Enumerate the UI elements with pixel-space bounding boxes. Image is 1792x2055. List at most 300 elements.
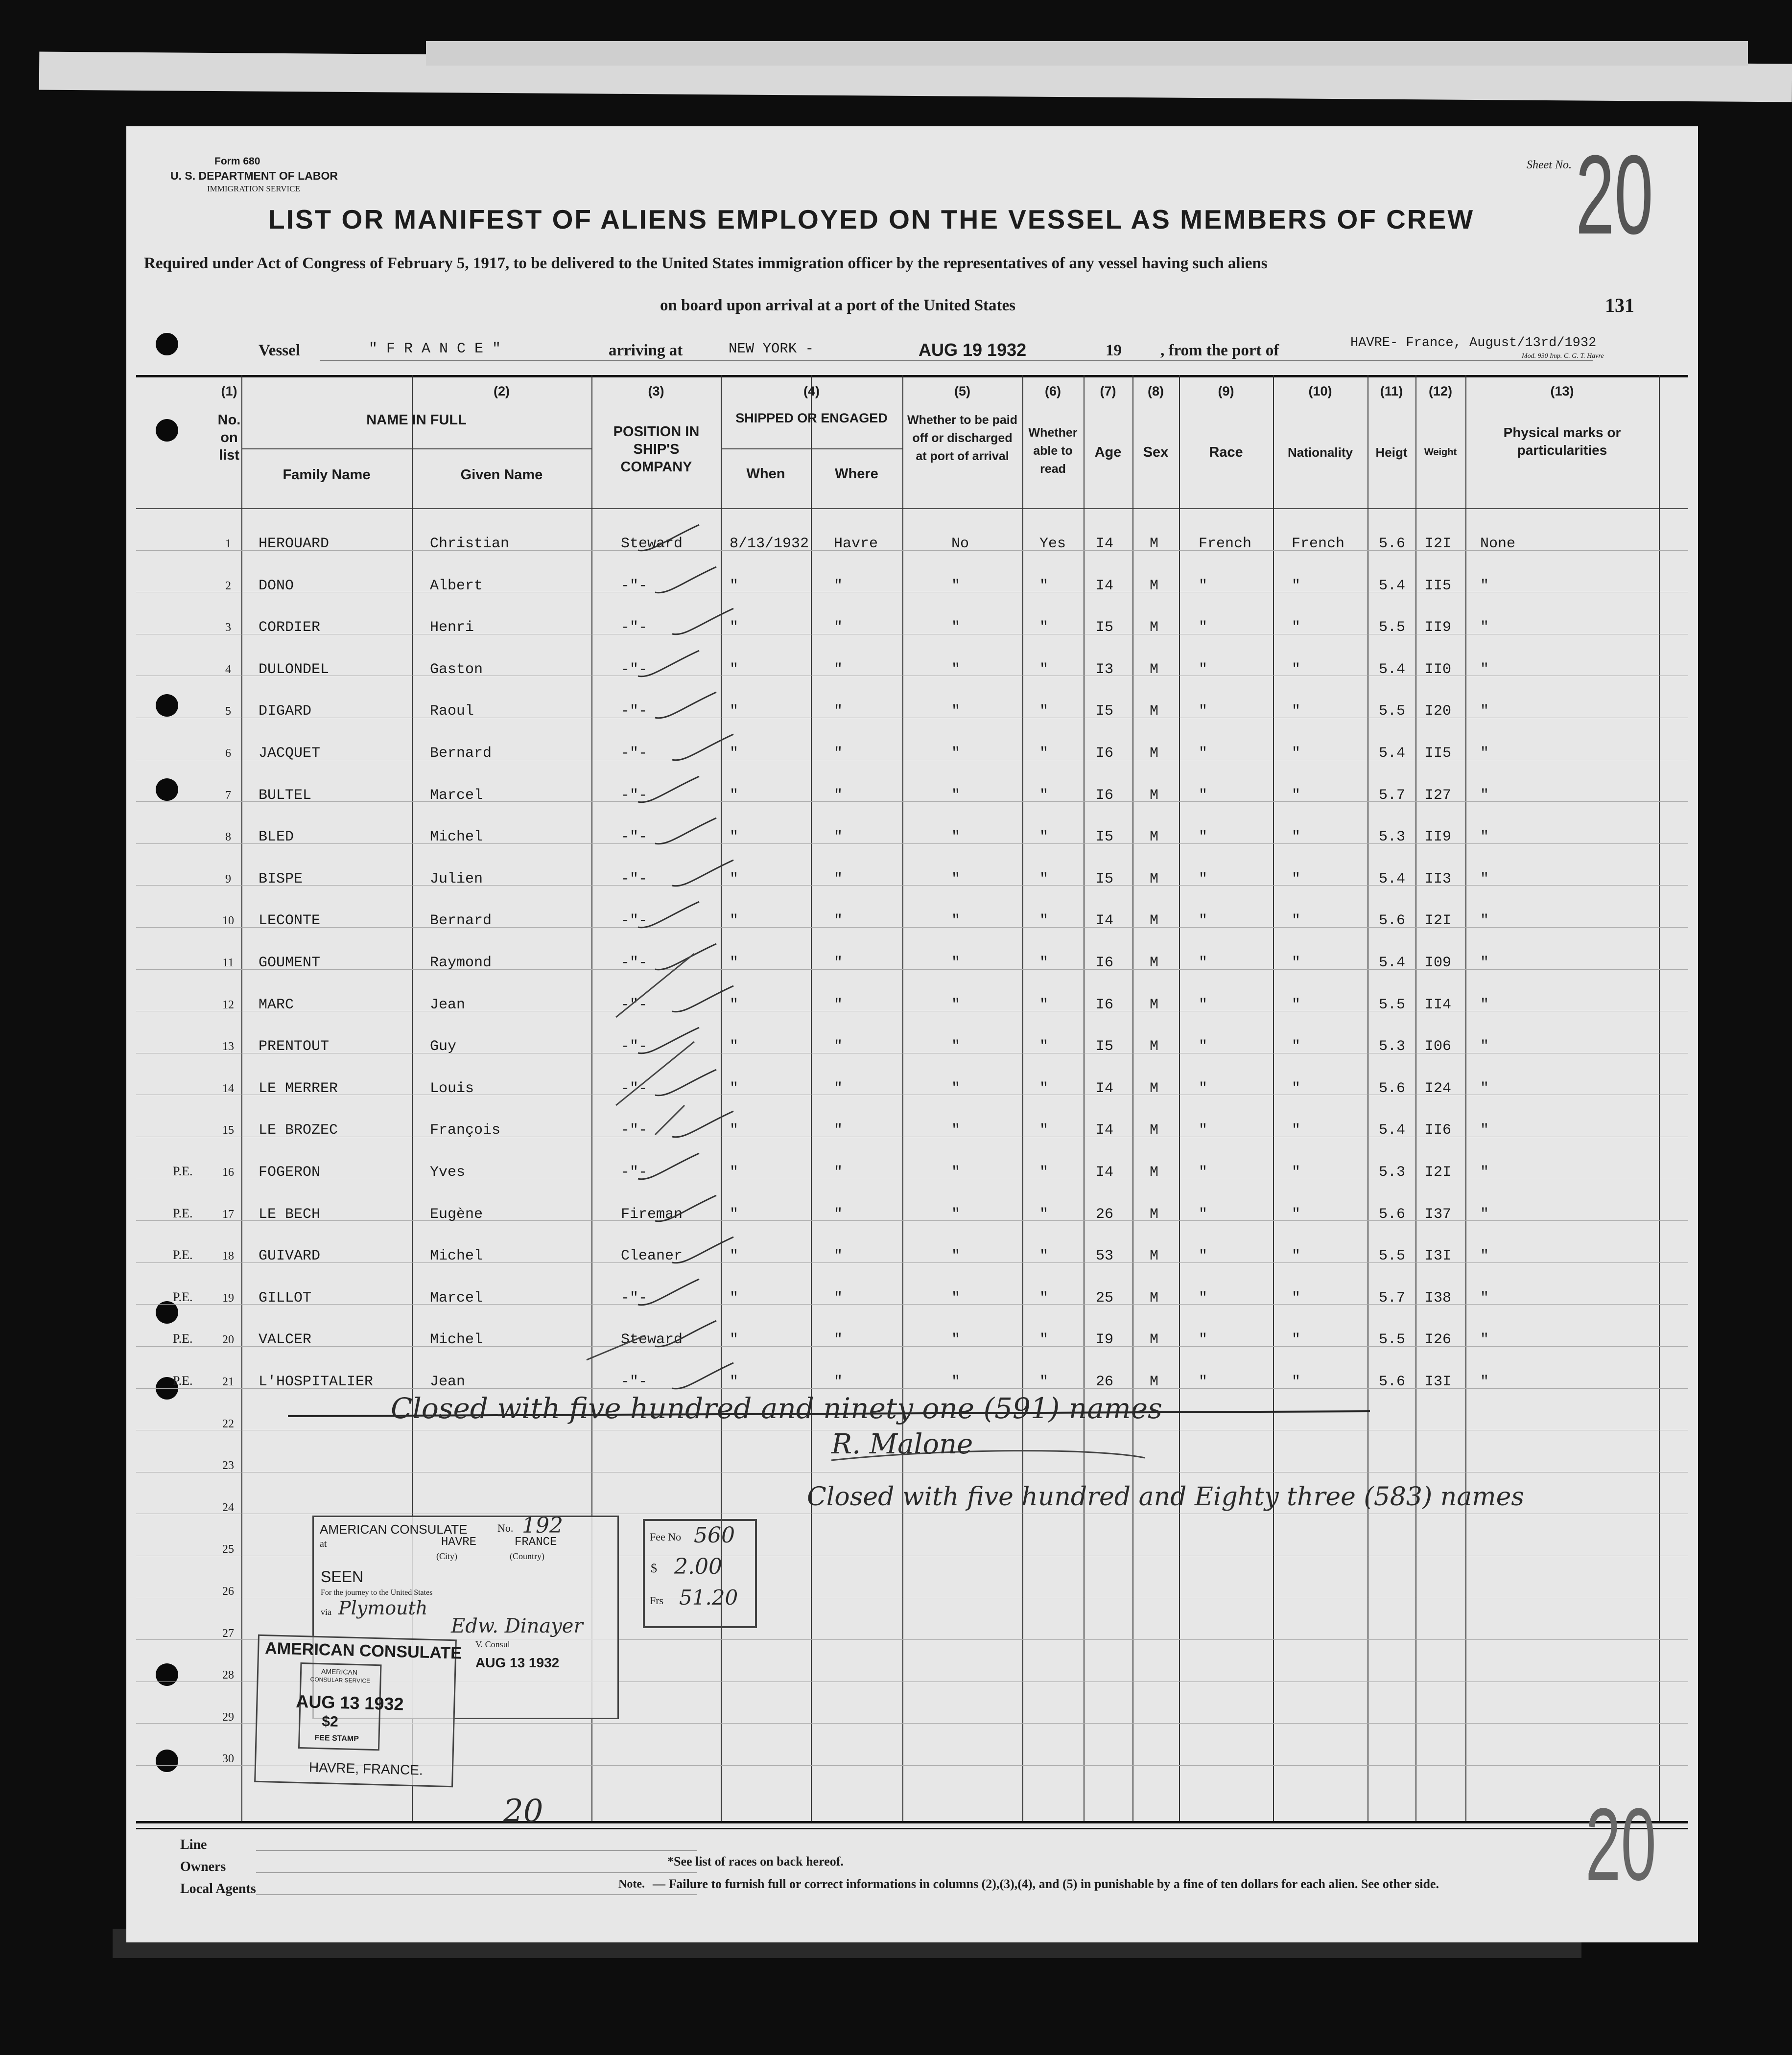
cell-position: Steward [621,536,683,552]
cell-family: PRENTOUT [259,1038,330,1055]
cell-paid: " [951,1122,961,1139]
cell-height: 5.6 [1379,1206,1406,1223]
cell-race: " [1199,1374,1208,1390]
cell-weight: I37 [1425,1206,1452,1223]
cell-given: Yves [430,1164,466,1181]
cell-given: Eugène [430,1206,483,1223]
row-number: 11 [222,957,234,969]
header-when: When [746,466,785,482]
row-number: 4 [225,663,231,676]
cell-age: I4 [1096,1122,1114,1139]
handwritten-closing-2: Closed with five hundred and Eighty three (583) names [807,1482,1525,1512]
cell-when: " [730,1289,739,1307]
cell-where: " [834,1206,843,1223]
cell-age: I4 [1096,577,1114,594]
header-nationality: Nationality [1288,445,1353,460]
cell-paid: " [951,829,961,846]
cell-family: BISPE [259,870,303,887]
cell-weight: II9 [1425,619,1452,636]
cell-marks: " [1480,787,1489,804]
cell-read: " [1039,996,1049,1013]
row-number: 9 [225,872,231,886]
cell-weight: II4 [1425,996,1452,1013]
cell-marks: " [1480,1248,1489,1265]
cell-family: BLED [259,829,294,846]
cell-height: 5.3 [1379,829,1406,846]
cell-where: " [834,1164,843,1181]
cell-marks: " [1480,1374,1489,1390]
subtitle-2: on board upon arrival at a port of the United States [660,297,1016,314]
row-number: 29 [222,1710,234,1724]
cell-height: 5.3 [1379,1164,1406,1181]
cell-family: DIGARD [259,703,312,720]
cell-sex: M [1150,829,1159,846]
cell-given: Louis [430,1080,474,1097]
cell-when: " [730,870,739,887]
cell-read: " [1039,745,1049,762]
cell-when: 8/13/1932 [730,536,809,552]
cell-position: -"- [621,912,648,930]
cell-marks: " [1480,1038,1489,1055]
cell-nat: " [1292,1164,1301,1181]
cell-race: " [1199,787,1208,804]
col-num-4: (4) [803,384,820,398]
cell-weight: I27 [1425,787,1452,804]
cell-height: 5.6 [1379,1374,1406,1390]
cell-read: " [1039,703,1049,720]
cell-race: " [1199,745,1208,762]
cell-marks: " [1480,1206,1489,1223]
cell-sex: M [1150,1248,1159,1265]
cell-height: 5.4 [1379,1122,1406,1139]
year-label: 19 [1106,342,1122,359]
cell-given: Julien [430,870,483,887]
handwritten-page-number: 20 [503,1793,543,1829]
cell-family: GOUMENT [259,955,321,971]
cell-when: " [730,1331,739,1349]
cell-position: -"- [621,1038,648,1055]
cell-where: " [834,787,843,804]
row-number: 27 [222,1627,234,1640]
vessel-name: " F R A N C E " [369,341,501,357]
cell-family: LE BECH [259,1206,321,1223]
cell-nat: " [1292,1374,1301,1390]
cell-nat: " [1292,1080,1301,1097]
footer-line: Line [180,1837,207,1852]
cell-marks: " [1480,703,1489,720]
cell-nat: " [1292,661,1301,678]
cell-position: -"- [621,1080,648,1097]
cell-family: MARC [259,996,294,1013]
row-number: 14 [222,1082,234,1095]
col-num-10: (10) [1308,384,1332,398]
cell-height: 5.6 [1379,536,1406,552]
cell-when: " [730,787,739,804]
cell-family: VALCER [259,1331,312,1349]
cell-height: 5.5 [1379,1248,1406,1265]
cell-when: " [730,619,739,636]
cell-nat: " [1292,829,1301,846]
cell-position: -"- [621,1289,648,1307]
cell-read: " [1039,1038,1049,1055]
cell-given: Gaston [430,661,483,678]
cell-age: I6 [1096,955,1114,971]
cell-sex: M [1150,996,1159,1013]
cell-marks: " [1480,1080,1489,1097]
cell-paid: " [951,787,961,804]
footer-note: — Failure to furnish full or correct informations in columns (2),(3),(4), and (5) in punishable by a fine of ten dollars for each alien. See other side. [653,1877,1439,1891]
cell-height: 5.5 [1379,996,1406,1013]
cell-age: I4 [1096,912,1114,930]
cell-sex: M [1150,1122,1159,1139]
cell-nat: " [1292,955,1301,971]
cell-given: François [430,1122,501,1139]
cell-pe: P.E. [173,1206,193,1220]
cell-weight: I26 [1425,1331,1452,1349]
cell-age: 53 [1096,1248,1114,1265]
row-number: 25 [222,1543,234,1556]
cell-weight: I3I [1425,1374,1452,1390]
cell-weight: I38 [1425,1289,1452,1307]
cell-where: Havre [834,536,878,552]
cell-given: Jean [430,996,466,1013]
cell-age: 25 [1096,1289,1114,1307]
handwritten-closing-1: Closed with five hundred and ninety one (591) names [391,1392,1162,1425]
cell-when: " [730,955,739,971]
header-where: Where [835,466,878,482]
cell-read: " [1039,955,1049,971]
cell-height: 5.5 [1379,1331,1406,1349]
cell-weight: I2I [1425,1164,1452,1181]
cell-where: " [834,1122,843,1139]
cell-marks: " [1480,870,1489,887]
cell-race: " [1199,1164,1208,1181]
col-num-5: (5) [954,384,970,398]
cell-given: Marcel [430,1289,483,1307]
cell-height: 5.4 [1379,577,1406,594]
cell-where: " [834,703,843,720]
row-number: 6 [225,747,231,760]
cell-read: " [1039,1331,1049,1349]
cell-when: " [730,703,739,720]
cell-family: CORDIER [259,619,321,636]
cell-sex: M [1150,1164,1159,1181]
cell-race: " [1199,703,1208,720]
subtitle-1: Required under Act of Congress of February 5, 1917, to be delivered to the United States immigration officer by the representatives of any vessel having such aliens [144,255,1268,272]
cell-paid: No [951,536,969,552]
cell-when: " [730,1038,739,1055]
cell-nat: " [1292,870,1301,887]
cell-family: FOGERON [259,1164,321,1181]
cell-position: -"- [621,1164,648,1181]
cell-where: " [834,577,843,594]
cell-age: I6 [1096,996,1114,1013]
cell-age: I4 [1096,1164,1114,1181]
cell-nat: " [1292,1248,1301,1265]
col-num-13: (13) [1550,384,1574,398]
cell-marks: " [1480,955,1489,971]
cell-when: " [730,1206,739,1223]
row-number: 7 [225,789,231,802]
cell-family: LE BROZEC [259,1122,338,1139]
row-number: 20 [222,1333,234,1347]
cell-paid: " [951,912,961,930]
col-num-11: (11) [1380,384,1403,398]
cell-where: " [834,996,843,1013]
cell-weight: I09 [1425,955,1452,971]
cell-weight: I2I [1425,912,1452,930]
cell-race: " [1199,912,1208,930]
cell-pe: P.E. [173,1289,193,1304]
header-age: Age [1094,444,1122,460]
cell-read: " [1039,577,1049,594]
header-sex: Sex [1143,444,1169,460]
cell-race: " [1199,1122,1208,1139]
row-number: 2 [225,579,231,592]
cell-weight: II5 [1425,577,1452,594]
col-num-8: (8) [1148,384,1164,398]
footer-owners: Owners [180,1859,226,1874]
cell-nat: " [1292,1038,1301,1055]
cell-nat: " [1292,912,1301,930]
header-paid-off: Whether to be paid off or discharged at port of arrival [907,413,1017,463]
page-ref: 131 [1605,294,1634,316]
printer-note: Mod. 930 Imp. C. G. T. Havre [1522,352,1604,360]
cell-given: Christian [430,536,510,552]
cell-position: -"- [621,1122,648,1139]
cell-marks: " [1480,912,1489,930]
cell-position: -"- [621,661,648,678]
cell-when: " [730,1080,739,1097]
arrival-date-stamp: AUG 19 1932 [919,340,1027,360]
cell-paid: " [951,870,961,887]
cell-pe: P.E. [173,1248,193,1262]
cell-race: French [1199,536,1252,552]
cell-given: Michel [430,1248,483,1265]
cell-marks: " [1480,996,1489,1013]
cell-pe: P.E. [173,1331,193,1346]
cell-given: Jean [430,1374,466,1390]
cell-where: " [834,1248,843,1265]
cell-weight: II5 [1425,745,1452,762]
row-number: 1 [225,537,231,550]
cell-weight: II9 [1425,829,1452,846]
fee-stamp-inner: AMERICAN CONSULAR SERVICE AUG 13 1932 $2 FEE STAMP [298,1662,382,1751]
cell-read: " [1039,829,1049,846]
cell-where: " [834,1289,843,1307]
cell-age: I6 [1096,787,1114,804]
cell-race: " [1199,619,1208,636]
cell-family: HEROUARD [259,536,330,552]
cell-read: " [1039,1206,1049,1223]
cell-position: -"- [621,1374,648,1390]
cell-paid: " [951,745,961,762]
cell-position: -"- [621,996,648,1013]
cell-sex: M [1150,870,1159,887]
cell-weight: I06 [1425,1038,1452,1055]
races-note: *See list of races on back hereof. [667,1854,844,1868]
cell-paid: " [951,1331,961,1349]
cell-position: -"- [621,703,648,720]
cell-marks: " [1480,1331,1489,1349]
footer-note-label: Note. [618,1878,645,1891]
cell-sex: M [1150,1289,1159,1307]
cell-nat: " [1292,787,1301,804]
cell-read: " [1039,1374,1049,1390]
col-num-3: (3) [648,384,664,398]
department: U. S. DEPARTMENT OF LABOR [170,169,338,182]
cell-given: Henri [430,619,474,636]
cell-when: " [730,829,739,846]
handwritten-signature: R. Malone [831,1428,973,1460]
cell-sex: M [1150,1080,1159,1097]
header-weight: Weight [1424,447,1457,458]
cell-sex: M [1150,619,1159,636]
cell-age: I5 [1096,870,1114,887]
cell-nat: " [1292,996,1301,1013]
row-number: 23 [222,1459,234,1472]
cell-where: " [834,1080,843,1097]
row-number: 18 [222,1250,234,1263]
manifest-document [126,126,1698,1942]
cell-paid: " [951,955,961,971]
fee-stamp: AMERICAN CONSULATE AMERICAN CONSULAR SERVICE AUG 13 1932 $2 FEE STAMP HAVRE, FRANCE. [254,1635,457,1788]
cell-race: " [1199,1289,1208,1307]
cell-when: " [730,661,739,678]
cell-family: L'HOSPITALIER [259,1374,374,1390]
cell-age: I5 [1096,619,1114,636]
sheet-number: 20 [1576,132,1653,257]
cell-where: " [834,870,843,887]
cell-paid: " [951,703,961,720]
cell-weight: I3I [1425,1248,1452,1265]
col-num-7: (7) [1100,384,1116,398]
sheet-label: Sheet No. [1527,159,1572,171]
cell-read: " [1039,619,1049,636]
cell-height: 5.5 [1379,619,1406,636]
cell-marks: " [1480,1289,1489,1307]
cell-sex: M [1150,536,1159,552]
col-num-2: (2) [494,384,510,398]
row-number: 12 [222,998,234,1011]
page-title: LIST OR MANIFEST OF ALIENS EMPLOYED ON THE VESSEL AS MEMBERS OF CREW [268,204,1475,234]
header-given-name: Given Name [460,467,543,483]
cell-paid: " [951,1206,961,1223]
row-number: 21 [222,1376,234,1388]
col-num-1: (1) [221,384,237,398]
cell-race: " [1199,829,1208,846]
col-num-9: (9) [1218,384,1234,398]
cell-paid: " [951,1374,961,1390]
cell-read: " [1039,787,1049,804]
cell-given: Michel [430,1331,483,1349]
cell-weight: I2I [1425,536,1452,552]
cell-family: LECONTE [259,912,321,930]
header-height: Heigt [1375,445,1408,460]
cell-sex: M [1150,1331,1159,1349]
cell-race: " [1199,577,1208,594]
cell-position: -"- [621,619,648,636]
row-number: 24 [222,1501,234,1514]
cell-paid: " [951,577,961,594]
cell-read: Yes [1039,536,1066,552]
cell-where: " [834,955,843,971]
cell-height: 5.4 [1379,661,1406,678]
cell-when: " [730,996,739,1013]
cell-position: Fireman [621,1206,683,1223]
cell-where: " [834,1331,843,1349]
cell-height: 5.6 [1379,912,1406,930]
row-number: 10 [222,914,234,928]
cell-where: " [834,1038,843,1055]
row-number: 28 [222,1669,234,1682]
cell-marks: " [1480,577,1489,594]
cell-nat: " [1292,577,1301,594]
footer-agents: Local Agents [180,1881,256,1896]
cell-height: 5.4 [1379,955,1406,971]
cell-marks: " [1480,745,1489,762]
cell-height: 5.7 [1379,1289,1406,1307]
cell-when: " [730,1122,739,1139]
cell-family: DONO [259,577,294,594]
cell-pe: P.E. [173,1164,193,1178]
cell-when: " [730,745,739,762]
header-marks: Physical marks or particularities [1503,425,1621,458]
cell-paid: " [951,661,961,678]
cell-nat: French [1292,536,1345,552]
cell-where: " [834,619,843,636]
cell-age: I6 [1096,745,1114,762]
row-number: 16 [222,1166,234,1179]
cell-race: " [1199,1331,1208,1349]
cell-position: -"- [621,829,648,846]
header-race: Race [1209,444,1243,460]
cell-race: " [1199,661,1208,678]
cell-family: GUIVARD [259,1248,321,1265]
cell-marks: " [1480,1122,1489,1139]
cell-age: I5 [1096,703,1114,720]
cell-race: " [1199,1038,1208,1055]
header-able-read: Whether able to read [1028,426,1078,476]
cell-family: JACQUET [259,745,321,762]
cell-position: -"- [621,870,648,887]
row-number: 13 [222,1040,234,1053]
cell-age: I5 [1096,829,1114,846]
row-number: 17 [222,1208,234,1221]
header-no-on-list: No. on list [217,412,241,463]
cell-age: I3 [1096,661,1114,678]
col-num-6: (6) [1045,384,1061,398]
cell-race: " [1199,1248,1208,1265]
row-number: 3 [225,621,231,634]
cell-paid: " [951,1289,961,1307]
cell-sex: M [1150,1038,1159,1055]
cell-sex: M [1150,703,1159,720]
cell-marks: " [1480,829,1489,846]
cell-race: " [1199,955,1208,971]
cell-marks: None [1480,536,1516,552]
cell-nat: " [1292,745,1301,762]
cell-nat: " [1292,1206,1301,1223]
cell-read: " [1039,1289,1049,1307]
cell-race: " [1199,996,1208,1013]
header-position: POSITION IN SHIP'S COMPANY [613,424,700,475]
cell-height: 5.7 [1379,787,1406,804]
row-number: 26 [222,1585,234,1598]
cell-weight: II0 [1425,661,1452,678]
cell-given: Bernard [430,745,492,762]
cell-nat: " [1292,703,1301,720]
